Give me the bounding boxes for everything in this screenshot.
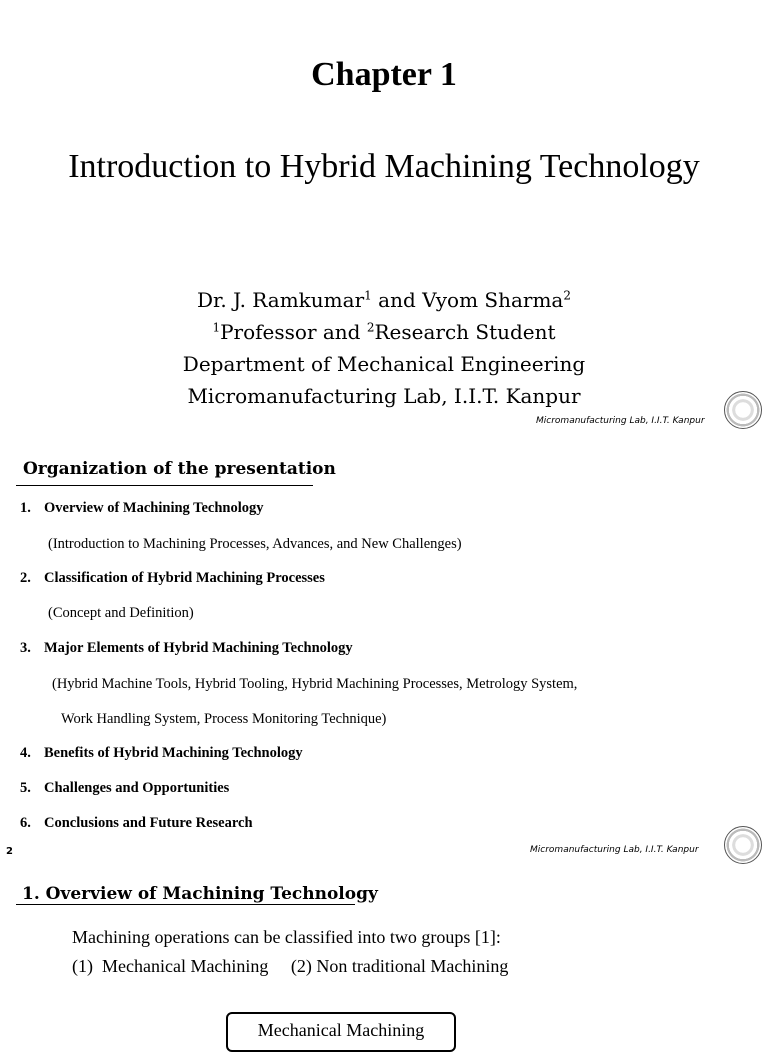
iit-kanpur-logo-icon [724, 391, 762, 429]
overview-heading: 1. Overview of Machining Technology [22, 884, 378, 904]
list-item-label: Challenges and Opportunities [44, 780, 230, 796]
list-item-number: 1. [20, 500, 31, 516]
list-item-number: 5. [20, 780, 31, 796]
list-item-subtext: (Hybrid Machine Tools, Hybrid Tooling, Hybrid Machining Processes, Metrology System, [52, 676, 578, 692]
list-item-number: 4. [20, 745, 31, 761]
department-line: Department of Mechanical Engineering [182, 352, 586, 376]
page-number: 2 [6, 846, 13, 857]
author-1-sup: 1 [364, 288, 372, 303]
mechanical-machining-box: Mechanical Machining [226, 1012, 456, 1052]
list-item [20, 745, 303, 762]
iit-kanpur-logo-icon [724, 826, 762, 864]
author-2-sup: 2 [563, 288, 571, 303]
overview-heading-underline [16, 904, 355, 905]
list-item-label: Classification of Hybrid Machining Processes [44, 570, 325, 586]
list-item-subtext: Work Handling System, Process Monitoring Technique) [61, 711, 387, 727]
chapter-title: Introduction to Hybrid Machining Technology [68, 148, 700, 185]
chapter-heading: Chapter 1 [311, 56, 457, 93]
role-line [0, 320, 768, 344]
list-item-label: Major Elements of Hybrid Machining Technology [44, 640, 353, 656]
list-item [20, 640, 353, 657]
role-1-sup: 1 [212, 320, 221, 335]
list-item-number: 3. [20, 640, 31, 656]
list-item [20, 570, 325, 587]
slide2-footer-text: Micromanufacturing Lab, I.I.T. Kanpur [530, 845, 699, 855]
list-item [20, 815, 253, 832]
slide1-footer-text: Micromanufacturing Lab, I.I.T. Kanpur [536, 416, 705, 426]
overview-intro-text: Machining operations can be classified into two groups [1]: [72, 927, 501, 947]
list-item [20, 780, 229, 797]
list-item-label: Benefits of Hybrid Machining Technology [44, 745, 303, 761]
list-item-label: Conclusions and Future Research [44, 815, 253, 831]
author-line [0, 288, 768, 312]
organization-heading: Organization of the presentation [23, 459, 336, 479]
author-1: Dr. J. Ramkumar [196, 288, 365, 312]
overview-groups-text: (1) Mechanical Machining (2) Non traditional Machining [72, 956, 509, 976]
author-2: and Vyom Sharma [371, 288, 564, 312]
list-item-number: 6. [20, 815, 31, 831]
role-2: Research Student [374, 320, 556, 344]
list-item-subtext: (Introduction to Machining Processes, Advances, and New Challenges) [48, 536, 462, 552]
organization-heading-underline [16, 485, 313, 486]
role-2-sup: 2 [366, 320, 375, 335]
list-item-subtext: (Concept and Definition) [48, 605, 194, 621]
list-item [20, 500, 264, 517]
role-1: Professor and [220, 320, 367, 344]
lab-line: Micromanufacturing Lab, I.I.T. Kanpur [187, 384, 581, 408]
list-item-number: 2. [20, 570, 31, 586]
list-item-label: Overview of Machining Technology [44, 500, 264, 516]
